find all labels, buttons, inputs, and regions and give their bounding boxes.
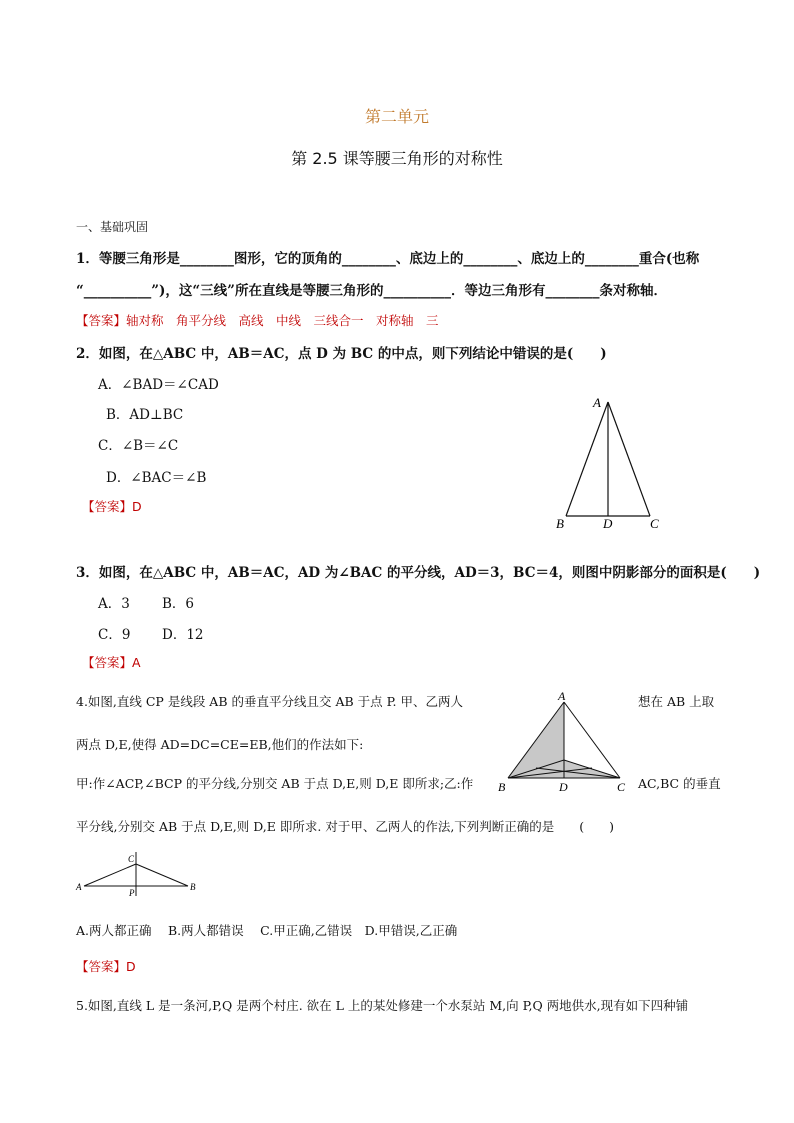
- q3-answer: 【答案】A: [82, 655, 141, 670]
- q4-line1-left: 4.如图,直线 CP 是线段 AB 的垂直平分线且交 AB 于点 P. 甲、乙两人: [76, 694, 463, 709]
- q2-edge-ac: [608, 402, 650, 516]
- q3-stem: 3．如图，在△ABC 中，AB＝AC，AD 为∠BAC 的平分线，AD＝3，BC＝4，则图中阴影部分的面积是( ): [76, 565, 761, 581]
- q3-figure: [496, 686, 634, 806]
- q3-label-c: C: [617, 780, 626, 794]
- q4-options: A.两人都正确 B.两人都错误 C.甲正确,乙错误 D.甲错误,乙正确: [76, 923, 458, 938]
- q3-option-d: D．12: [162, 627, 204, 643]
- q1-answer: 【答案】轴对称 角平分线 高线 中线 三线合一 对称轴 三: [76, 313, 439, 328]
- q4-figure: [74, 848, 204, 898]
- q1-line1: 1．等腰三角形是________图形，它的顶角的________、底边上的________、底边上的________重合(也称: [76, 251, 700, 267]
- q1-line2: “__________”)，这“三线”所在直线是等腰三角形的__________．等边三角形有________条对称轴．: [76, 283, 667, 299]
- q4-edge-cb: [136, 864, 188, 886]
- q3-label-d: D: [559, 780, 568, 794]
- q4-label-c: C: [128, 854, 135, 864]
- q3-option-b: B．6: [162, 596, 195, 612]
- q4-label-b: B: [190, 882, 196, 892]
- q2-option-c: C．∠B＝∠C: [98, 438, 179, 454]
- q4-line3-right: AC,BC 的垂直: [638, 776, 721, 791]
- q4-label-a: A: [76, 882, 82, 892]
- q2-label-c: C: [650, 516, 659, 531]
- q2-answer: 【答案】D: [82, 499, 142, 514]
- q4-line1-right: 想在 AB 上取: [638, 694, 715, 709]
- q2-option-b: B．AD⊥BC: [106, 407, 184, 423]
- q4-line4: 平分线,分别交 AB 于点 D,E,则 D,E 即所求. 对于甲、乙两人的作法,下列判断正确的是 ( ): [76, 819, 615, 834]
- lesson-title: 第 2.5 课等腰三角形的对称性: [291, 149, 503, 168]
- q5-line1: 5.如图,直线 L 是一条河,P,Q 是两个村庄. 欲在 L 上的某处修建一个水泵站 M,向 P,Q 两地供水,现有如下四种铺: [76, 998, 689, 1013]
- q4-line3-left: 甲:作∠ACP,∠BCP 的平分线,分别交 AB 于点 D,E,则 D,E 即所求;乙:作: [76, 776, 474, 791]
- q4-edge-ac: [84, 864, 136, 886]
- q2-option-d: D．∠BAC＝∠B: [106, 470, 207, 486]
- q2-option-a: A．∠BAD＝∠CAD: [98, 377, 219, 393]
- q2-stem: 2．如图，在△ABC 中，AB＝AC，点 D 为 BC 的中点，则下列结论中错误的是( ): [76, 346, 607, 362]
- q4-label-p: P: [129, 888, 135, 898]
- q3-option-a: A．3: [98, 596, 130, 612]
- q4-answer: 【答案】D: [76, 959, 136, 974]
- q2-label-d: D: [603, 516, 613, 531]
- q3-label-b: B: [498, 780, 506, 794]
- section-heading: 一、基础巩固: [76, 220, 149, 234]
- q2-figure: [550, 390, 670, 535]
- q2-edge-ab: [566, 402, 608, 516]
- q4-line2: 两点 D,E,使得 AD=DC=CE=EB,他们的作法如下:: [76, 737, 364, 752]
- q3-label-a: A: [558, 689, 566, 703]
- unit-title: 第二单元: [364, 107, 429, 126]
- q3-option-c: C．9: [98, 627, 131, 643]
- q2-label-a: A: [593, 395, 601, 410]
- q2-label-b: B: [556, 516, 564, 531]
